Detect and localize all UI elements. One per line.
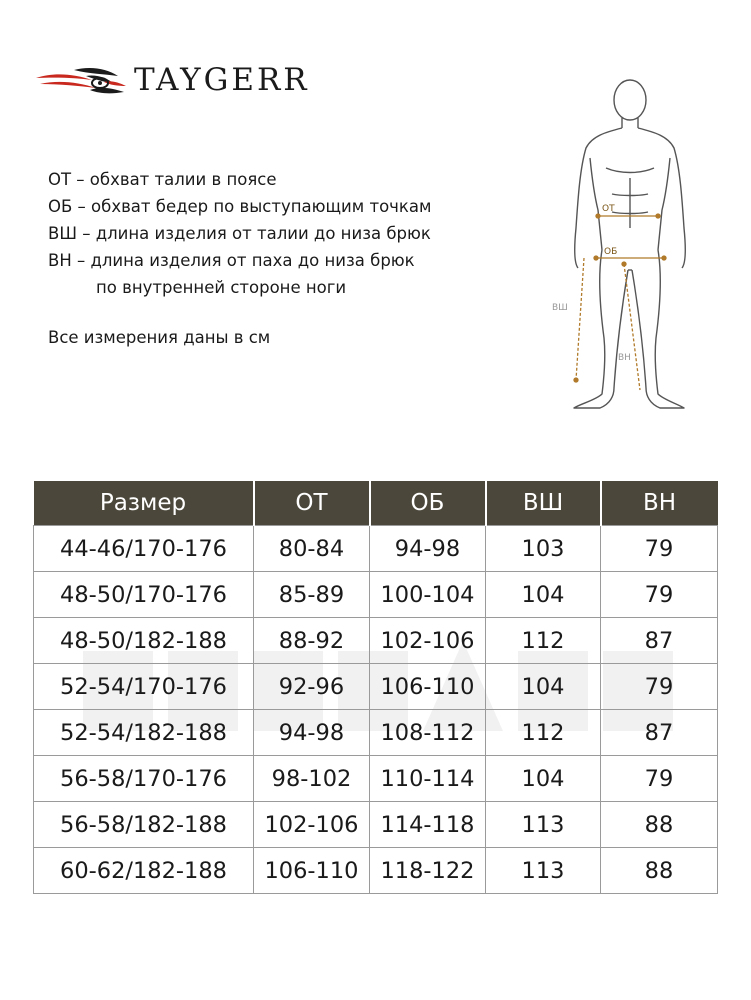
cell-ot: 106-110: [254, 848, 370, 894]
cell-ob: 102-106: [370, 618, 486, 664]
cell-vn: 79: [601, 572, 718, 618]
cell-ob: 94-98: [370, 526, 486, 572]
cell-ot: 85-89: [254, 572, 370, 618]
table-row: [34, 802, 718, 848]
table-row: [34, 756, 718, 802]
cell-vsh: 103: [486, 526, 601, 572]
cell-vn: 79: [601, 756, 718, 802]
header-vsh: ВШ: [486, 481, 601, 526]
legend-item-ot: ОТ – обхват талии в поясе: [48, 170, 277, 189]
table-row: [34, 848, 718, 894]
figure-label-ob: ОБ: [604, 247, 618, 257]
cell-vsh: 104: [486, 572, 601, 618]
legend-item-ob: ОБ – обхват бедер по выступающим точкам: [48, 197, 432, 216]
body-measurement-figure: [540, 78, 700, 418]
legend-item-vn: ВН – длина изделия от паха до низа брюк: [48, 251, 415, 270]
legend-item-vn-continued: по внутренней стороне ноги: [96, 278, 347, 297]
cell-ob: 106-110: [370, 664, 486, 710]
cell-ot: 94-98: [254, 710, 370, 756]
header-vn: ВН: [601, 481, 718, 526]
cell-ot: 92-96: [254, 664, 370, 710]
table-row: [34, 572, 718, 618]
cell-ot: 80-84: [254, 526, 370, 572]
cell-vsh: 112: [486, 618, 601, 664]
cell-vsh: 104: [486, 664, 601, 710]
header-size: Размер: [34, 481, 254, 526]
table-row: [34, 526, 718, 572]
brand-name: TAYGERR: [134, 62, 310, 98]
size-table: [33, 481, 718, 894]
cell-size: 52-54/182-188: [34, 710, 254, 756]
cell-size: 52-54/170-176: [34, 664, 254, 710]
cell-vsh: 113: [486, 802, 601, 848]
cell-ob: 100-104: [370, 572, 486, 618]
cell-vn: 88: [601, 848, 718, 894]
figure-label-vn: ВН: [618, 353, 631, 363]
table-row: [34, 710, 718, 756]
cell-size: 48-50/182-188: [34, 618, 254, 664]
figure-label-vsh: ВШ: [552, 303, 568, 313]
cell-vn: 88: [601, 802, 718, 848]
cell-size: 56-58/170-176: [34, 756, 254, 802]
table-header-row: [34, 481, 718, 526]
cell-vsh: 112: [486, 710, 601, 756]
figure-label-ot: ОТ: [602, 204, 615, 214]
cell-ob: 110-114: [370, 756, 486, 802]
table-row: [34, 664, 718, 710]
table-row: [34, 618, 718, 664]
brand-logo: [34, 60, 334, 104]
cell-ob: 118-122: [370, 848, 486, 894]
cell-ot: 98-102: [254, 756, 370, 802]
cell-vn: 87: [601, 618, 718, 664]
cell-ob: 108-112: [370, 710, 486, 756]
tiger-stripes-logo-icon: [34, 64, 130, 100]
header-ot: ОТ: [254, 481, 370, 526]
cell-ob: 114-118: [370, 802, 486, 848]
cell-size: 44-46/170-176: [34, 526, 254, 572]
cell-vn: 79: [601, 526, 718, 572]
cell-vn: 87: [601, 710, 718, 756]
units-note: Все измерения даны в см: [48, 328, 271, 347]
cell-size: 56-58/182-188: [34, 802, 254, 848]
measurement-legend: [48, 166, 518, 301]
size-table-container: [33, 481, 717, 902]
cell-vn: 79: [601, 664, 718, 710]
cell-ot: 102-106: [254, 802, 370, 848]
cell-vsh: 104: [486, 756, 601, 802]
cell-ot: 88-92: [254, 618, 370, 664]
cell-size: 48-50/170-176: [34, 572, 254, 618]
legend-item-vsh: ВШ – длина изделия от талии до низа брюк: [48, 224, 431, 243]
cell-vsh: 113: [486, 848, 601, 894]
cell-size: 60-62/182-188: [34, 848, 254, 894]
header-ob: ОБ: [370, 481, 486, 526]
